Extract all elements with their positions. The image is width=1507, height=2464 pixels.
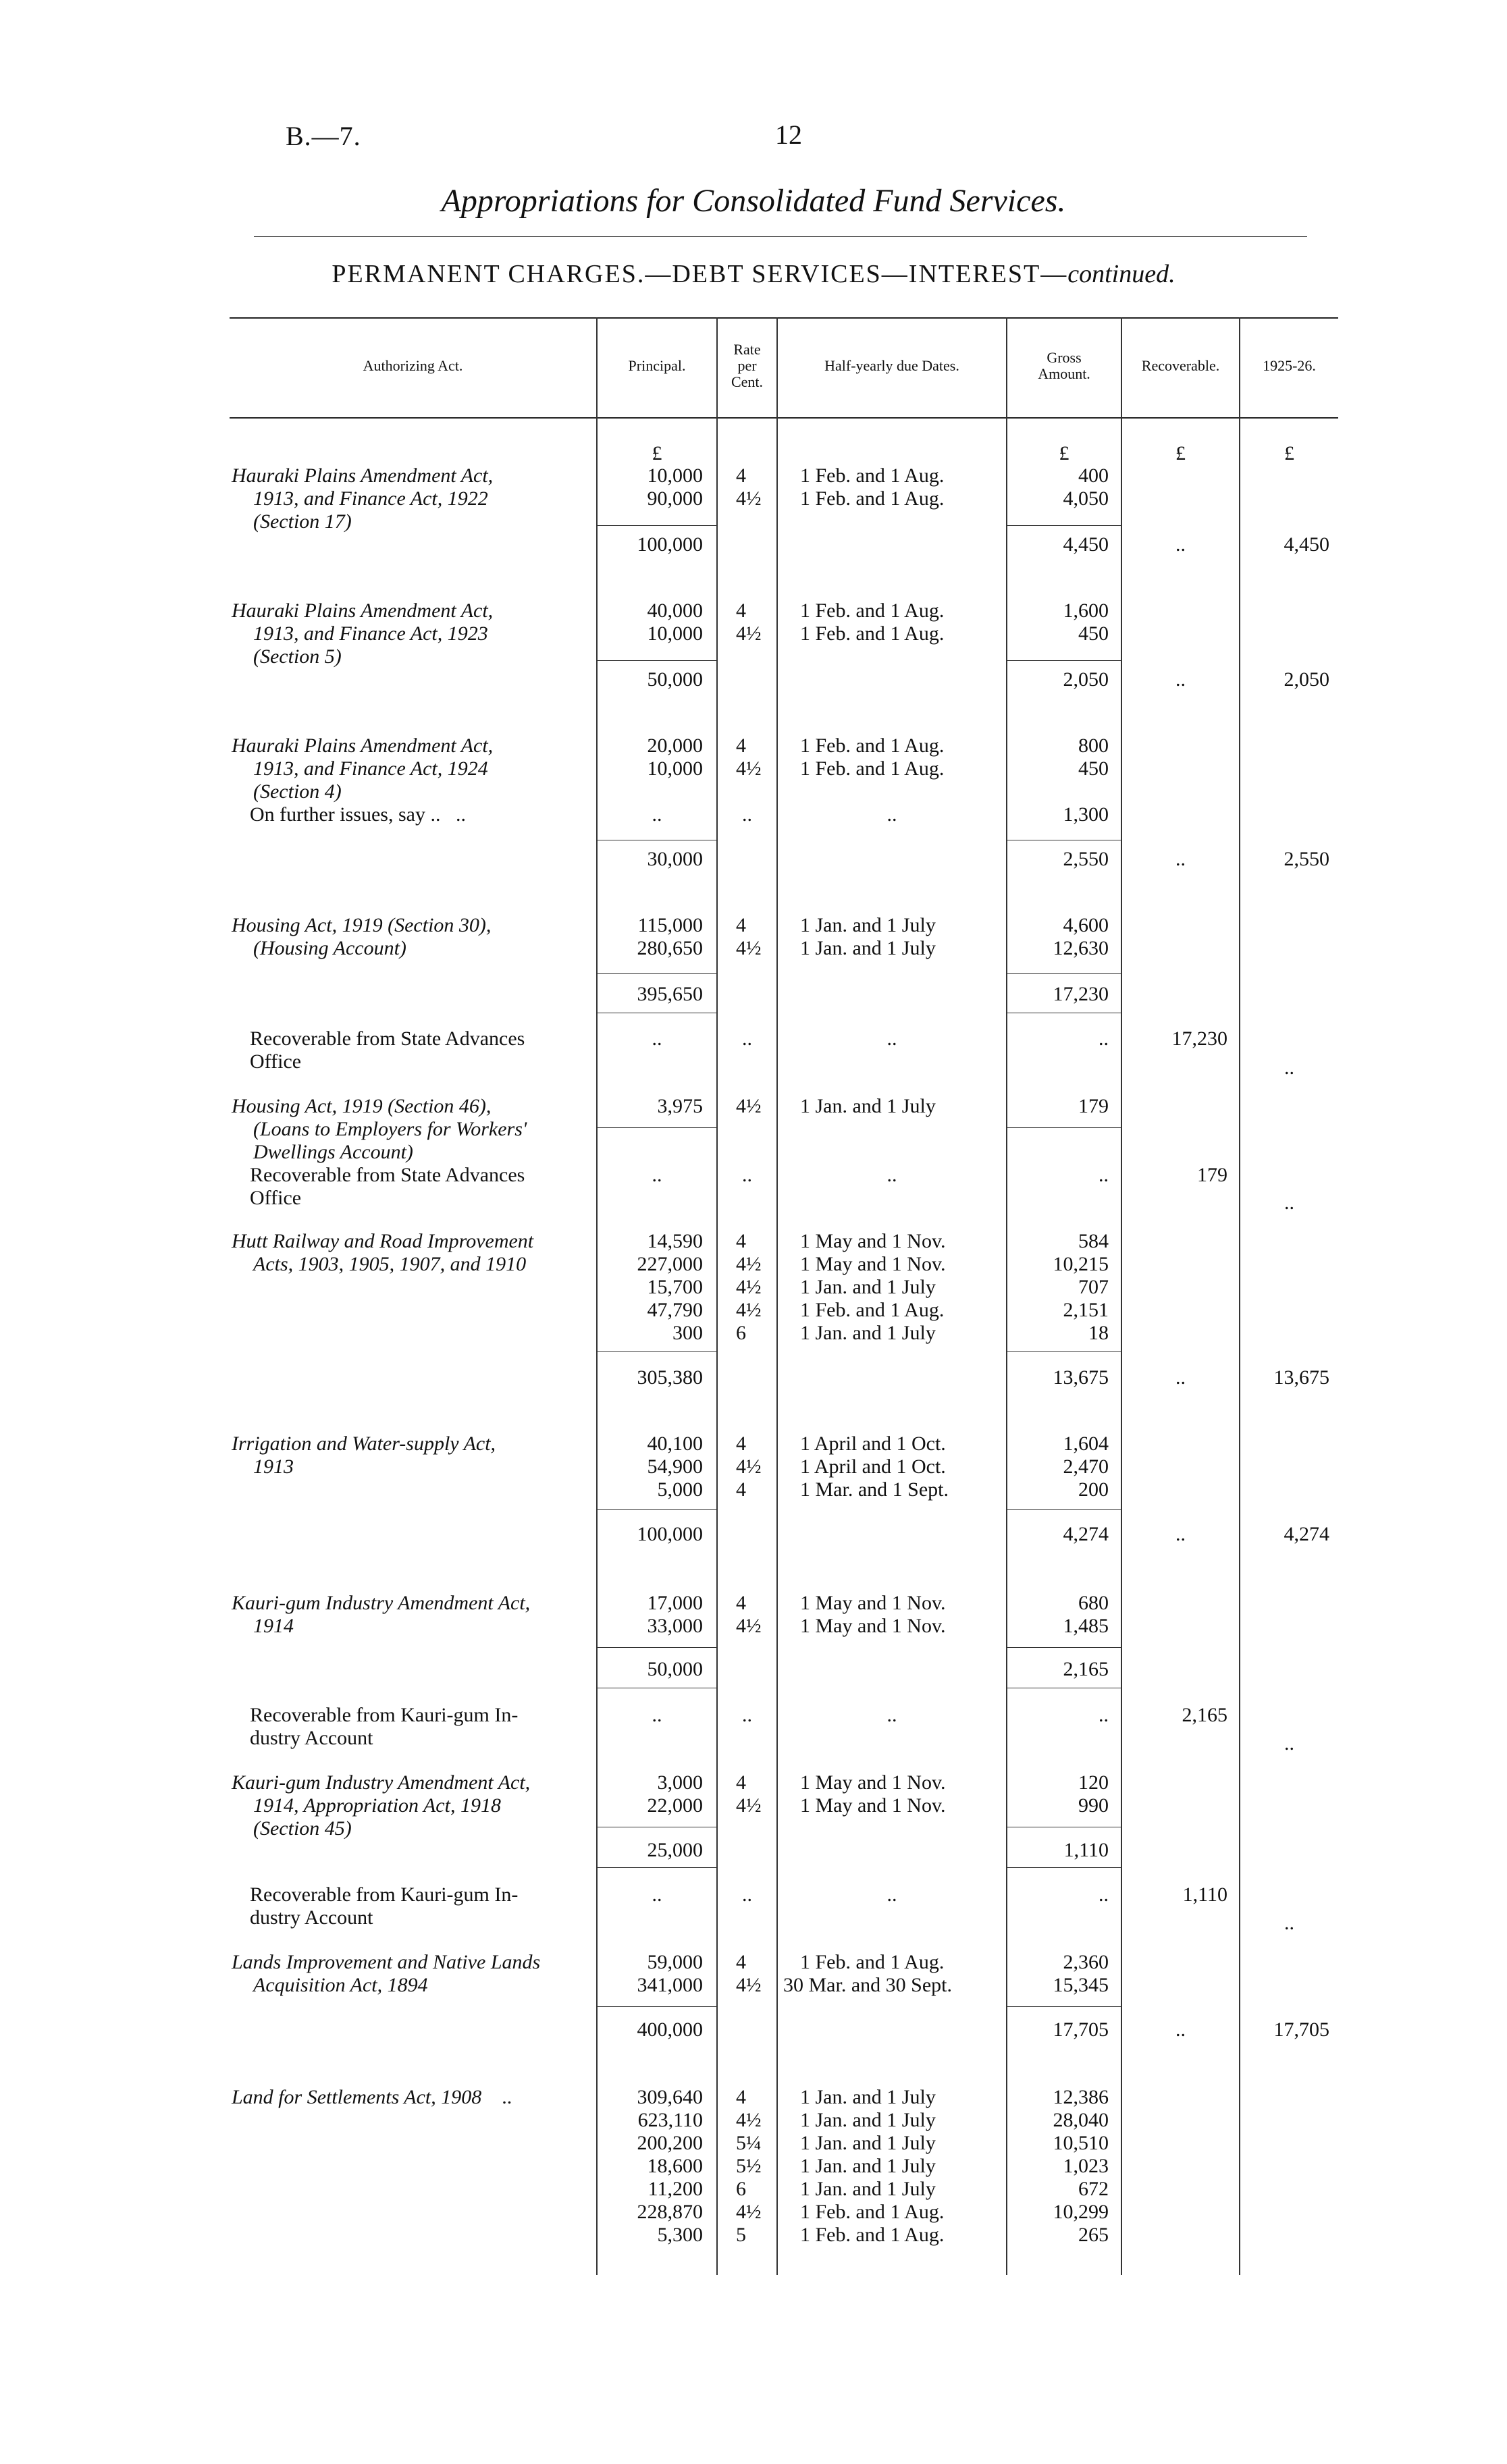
subtotal-rule [1007, 973, 1121, 974]
total-principal: 50,000 [647, 668, 703, 691]
subtitle-main: PERMANENT CHARGES.—DEBT SERVICES—INTEREST— [332, 260, 1068, 288]
total-principal: 305,380 [637, 1366, 703, 1389]
gross-value: 680 [1078, 1592, 1109, 1614]
total-principal: 30,000 [647, 848, 703, 870]
principal-dots: .. [652, 1027, 662, 1050]
dates-dots: .. [887, 1164, 897, 1186]
subtotal-rule [1007, 1867, 1121, 1868]
act-name: 1913, and Finance Act, 1924 [253, 757, 488, 780]
gross-value: 4,050 [1063, 487, 1109, 510]
due-dates: 1 Feb. and 1 Aug. [800, 487, 945, 510]
currency-gross: £ [1059, 442, 1069, 464]
due-dates: 1 Feb. and 1 Aug. [800, 1299, 945, 1321]
gross-value: 1,604 [1063, 1432, 1109, 1455]
act-name-line: Hauraki Plains Amendment Act, [232, 464, 494, 487]
recoverable-dots: .. [1175, 1366, 1186, 1389]
act-name: Hutt Railway and Road Improvement [232, 1230, 534, 1252]
gross-value: 265 [1078, 2224, 1109, 2246]
total-principal: 100,000 [637, 1523, 703, 1545]
principal-value: 59,000 [647, 1951, 703, 1973]
act-name: (Housing Account) [253, 937, 406, 959]
leader-dots: .. [455, 803, 466, 826]
principal-value: 228,870 [637, 2201, 703, 2223]
due-dates: 1 Feb. and 1 Aug. [800, 757, 945, 780]
due-dates: 1 Jan. and 1 July [800, 2132, 936, 2154]
column-divider [1121, 317, 1122, 2275]
principal-value: 5,300 [657, 2224, 703, 2246]
col-header-rate-line: Rate [733, 341, 761, 358]
rate-value: 4½ [736, 1276, 762, 1298]
principal-dots: .. [652, 1704, 662, 1726]
subtotal-rule [598, 1127, 716, 1128]
act-name-row [232, 2086, 512, 2109]
gross-value: 12,630 [1053, 937, 1109, 959]
gross-value: 18 [1088, 1322, 1109, 1344]
net-amount: 4,450 [1284, 533, 1329, 556]
recoverable-value: 2,165 [1182, 1704, 1227, 1726]
further-issues-label [250, 803, 466, 826]
col-header-rate-line: per [737, 357, 757, 374]
subtotal-rule [598, 1647, 716, 1648]
principal-dots: .. [652, 803, 662, 826]
act-name: 1914 [253, 1615, 294, 1637]
principal-value: 10,000 [647, 622, 703, 645]
principal-value: 15,700 [647, 1276, 703, 1298]
rate-value: 6 [736, 2178, 746, 2200]
page-number: 12 [775, 119, 802, 150]
act-name: 1913, and Finance Act, 1923 [253, 622, 488, 645]
gross-value: 120 [1078, 1771, 1109, 1794]
principal-value: 17,000 [647, 1592, 703, 1614]
subtotal-rule [1007, 1351, 1121, 1352]
principal-value: 10,000 [647, 464, 703, 487]
recoverable-label: dustry Account [250, 1906, 373, 1929]
due-dates: 1 Feb. and 1 Aug. [800, 734, 945, 757]
principal-value: 40,100 [647, 1432, 703, 1455]
col-header-rate-line: Cent. [731, 373, 764, 390]
gross-value: 1,600 [1063, 599, 1109, 622]
dates-dots: .. [887, 1883, 897, 1906]
recoverable-value: 179 [1197, 1164, 1227, 1186]
gross-dots: .. [1099, 1883, 1109, 1906]
rate-value: 4 [736, 599, 746, 622]
principal-value: 200,200 [637, 2132, 703, 2154]
gross-value: 200 [1078, 1478, 1109, 1501]
due-dates: 1 May and 1 Nov. [800, 1794, 946, 1817]
recoverable-value: 1,110 [1182, 1883, 1227, 1906]
act-name: Housing Act, 1919 (Section 46), [232, 1095, 492, 1117]
dates-dots: .. [887, 803, 897, 826]
total-principal: 50,000 [647, 1658, 703, 1680]
due-dates: 1 May and 1 Nov. [800, 1615, 946, 1637]
col-header-gross-line: Amount. [1038, 365, 1090, 382]
rate-dots: .. [742, 803, 752, 826]
dates-dots: .. [887, 1704, 897, 1726]
recoverable-dots: .. [1175, 1523, 1186, 1545]
subtotal-rule [1007, 660, 1121, 661]
rate-value: 4½ [736, 1253, 762, 1275]
total-gross: 4,450 [1063, 533, 1109, 556]
rate-value: 4 [736, 1230, 746, 1252]
act-name: Hauraki Plains Amendment Act, [232, 734, 494, 757]
act-name: (Section 4) [253, 780, 342, 803]
currency-principal: £ [652, 442, 662, 464]
total-principal: 395,650 [637, 983, 703, 1005]
act-name: Lands Improvement and Native Lands [232, 1951, 541, 1973]
leader-dots: .. [502, 2086, 512, 2108]
subtotal-rule [598, 1351, 716, 1352]
rate-value: 4½ [736, 1299, 762, 1321]
gross-value: 2,360 [1063, 1951, 1109, 1973]
principal-value: 22,000 [647, 1794, 703, 1817]
act-name: Acts, 1903, 1905, 1907, and 1910 [253, 1253, 527, 1275]
rate-value: 5½ [736, 2155, 762, 2177]
gross-value: 707 [1078, 1276, 1109, 1298]
principal-dots: .. [652, 1883, 662, 1906]
principal-value: 280,650 [637, 937, 703, 959]
subtotal-rule [598, 525, 716, 526]
column-divider [776, 317, 778, 2275]
principal-value: 14,590 [647, 1230, 703, 1252]
recoverable-label: Office [250, 1187, 302, 1209]
recoverable-label: Recoverable from Kauri-gum In- [250, 1883, 519, 1906]
rate-value: 4½ [736, 487, 762, 510]
gross-value: 10,215 [1053, 1253, 1109, 1275]
rate-value: 4½ [736, 1455, 762, 1478]
principal-value: 623,110 [637, 2109, 703, 2131]
due-dates: 1 May and 1 Nov. [800, 1253, 946, 1275]
subtotal-rule [598, 1867, 716, 1868]
gross-dots: .. [1099, 1704, 1109, 1726]
col-header-rate [718, 342, 776, 390]
col-header-gross [1007, 350, 1121, 382]
rate-value: 5 [736, 2224, 746, 2246]
gross-value: 1,023 [1063, 2155, 1109, 2177]
further-issues-text: On further issues, say [250, 803, 425, 826]
net-amount: 4,274 [1284, 1523, 1329, 1545]
gross-value: 990 [1078, 1794, 1109, 1817]
document-reference: B.—7. [286, 121, 361, 151]
net-amount: 2,050 [1284, 668, 1329, 691]
act-name: (Section 17) [253, 510, 352, 533]
net-amount: 2,550 [1284, 848, 1329, 870]
act-name: Land for Settlements Act, 1908 [232, 2086, 482, 2108]
due-dates: 1 Jan. and 1 July [800, 2178, 936, 2200]
section-subtitle [0, 259, 1507, 289]
total-gross: 13,675 [1053, 1366, 1109, 1389]
rate-dots: .. [742, 1164, 752, 1186]
principal-value: 10,000 [647, 757, 703, 780]
rate-value: 4½ [736, 937, 762, 959]
due-dates: 1 Feb. and 1 Aug. [800, 1951, 945, 1973]
due-dates: 1 Jan. and 1 July [800, 1095, 936, 1117]
act-name: (Loans to Employers for Workers' [253, 1118, 527, 1140]
due-dates: 1 Feb. and 1 Aug. [800, 464, 945, 487]
currency-recoverable: £ [1175, 442, 1186, 464]
act-name: 1913, and Finance Act, 1922 [253, 487, 488, 510]
page-title: Appropriations for Consolidated Fund Services. [441, 183, 1066, 219]
table-top-rule [230, 317, 1338, 319]
currency-year: £ [1284, 442, 1294, 464]
due-dates: 1 Feb. and 1 Aug. [800, 2201, 945, 2223]
due-dates: 1 Jan. and 1 July [800, 2086, 936, 2108]
gross-value: 4,600 [1063, 914, 1109, 936]
principal-value: 11,200 [647, 2178, 703, 2200]
act-name: 1914, Appropriation Act, 1918 [253, 1794, 501, 1817]
rate-value: 4 [736, 1432, 746, 1455]
table-header-rule [230, 417, 1338, 419]
recoverable-label: Recoverable from State Advances [250, 1027, 525, 1050]
due-dates: 1 Feb. and 1 Aug. [800, 2224, 945, 2246]
gross-dots: .. [1099, 1164, 1109, 1186]
principal-value: 3,975 [657, 1095, 703, 1117]
total-gross: 17,230 [1053, 983, 1109, 1005]
col-header-dates: Half-yearly due Dates. [824, 357, 959, 374]
principal-value: 115,000 [637, 914, 703, 936]
subtotal-rule [1007, 1509, 1121, 1510]
total-gross: 17,705 [1053, 2018, 1109, 2041]
rate-value: 4 [736, 914, 746, 936]
total-gross: 4,274 [1063, 1523, 1109, 1545]
subtotal-rule [1007, 525, 1121, 526]
rate-value: 6 [736, 1322, 746, 1344]
rate-value: 4 [736, 2086, 746, 2108]
rate-value: 4 [736, 734, 746, 757]
recoverable-label: dustry Account [250, 1727, 373, 1749]
principal-value: 90,000 [647, 487, 703, 510]
due-dates: 1 Feb. and 1 Aug. [800, 622, 945, 645]
title-divider [254, 236, 1307, 237]
principal-value: 54,900 [647, 1455, 703, 1478]
act-name: Hauraki Plains Amendment Act, [232, 599, 494, 622]
total-principal: 400,000 [637, 2018, 703, 2041]
gross-value: 400 [1078, 464, 1109, 487]
recoverable-dots: .. [1175, 533, 1186, 556]
principal-value: 227,000 [637, 1253, 703, 1275]
principal-value: 5,000 [657, 1478, 703, 1501]
net-dots: .. [1284, 1191, 1294, 1214]
due-dates: 1 Jan. and 1 July [800, 937, 936, 959]
gross-value: 10,299 [1053, 2201, 1109, 2223]
rate-value: 4 [736, 464, 746, 487]
subtotal-rule [1007, 1647, 1121, 1648]
gross-value: 1,485 [1063, 1615, 1109, 1637]
subtotal-rule [598, 2006, 716, 2007]
col-header-act: Authorizing Act. [363, 357, 463, 374]
rate-value: 4½ [736, 1615, 762, 1637]
recoverable-label: Office [250, 1050, 302, 1073]
rate-value: 4 [736, 1951, 746, 1973]
column-divider [1239, 317, 1240, 2275]
gross-value: 450 [1078, 757, 1109, 780]
gross-dots: .. [1099, 1027, 1109, 1050]
col-header-year: 1925-26. [1263, 357, 1316, 374]
col-header-gross-line: Gross [1047, 349, 1082, 366]
total-gross: 2,050 [1063, 668, 1109, 691]
rate-value: 4½ [736, 1794, 762, 1817]
total-principal: 25,000 [647, 1839, 703, 1861]
act-name: Acquisition Act, 1894 [253, 1974, 428, 1996]
act-name: 1913 [253, 1455, 294, 1478]
subtotal-rule [1007, 2006, 1121, 2007]
total-principal: 100,000 [637, 533, 703, 556]
rate-value: 4½ [736, 2109, 762, 2131]
gross-value: 2,151 [1063, 1299, 1109, 1321]
act-name: Dwellings Account) [253, 1141, 413, 1163]
act-name: Kauri-gum Industry Amendment Act, [232, 1771, 531, 1794]
rate-value: 4½ [736, 622, 762, 645]
act-name: Housing Act, 1919 (Section 30), [232, 914, 492, 936]
leader-dots: .. [430, 803, 441, 826]
due-dates: 1 Jan. and 1 July [800, 2155, 936, 2177]
rate-value: 4½ [736, 1095, 762, 1117]
subtotal-rule [598, 1509, 716, 1510]
dates-dots: .. [887, 1027, 897, 1050]
net-amount: 17,705 [1273, 2018, 1329, 2041]
due-dates: 1 Jan. and 1 July [800, 2109, 936, 2131]
rate-value: 4 [736, 1478, 746, 1501]
due-dates: 1 April and 1 Oct. [800, 1432, 946, 1455]
recoverable-label: Recoverable from State Advances [250, 1164, 525, 1186]
principal-value: 341,000 [637, 1974, 703, 1996]
gross-value: 584 [1078, 1230, 1109, 1252]
principal-dots: .. [652, 1164, 662, 1186]
due-dates: 1 May and 1 Nov. [800, 1771, 946, 1794]
subtitle-continued: continued. [1067, 260, 1175, 288]
net-dots: .. [1284, 1056, 1294, 1079]
act-name: (Section 5) [253, 645, 342, 668]
col-header-recoverable: Recoverable. [1141, 357, 1220, 374]
recoverable-label: Recoverable from Kauri-gum In- [250, 1704, 519, 1726]
rate-dots: .. [742, 1027, 752, 1050]
gross-value: 800 [1078, 734, 1109, 757]
act-name: Irrigation and Water-supply Act, [232, 1432, 496, 1455]
gross-value: 28,040 [1053, 2109, 1109, 2131]
gross-value: 12,386 [1053, 2086, 1109, 2108]
gross-value: 2,470 [1063, 1455, 1109, 1478]
total-gross: 2,550 [1063, 848, 1109, 870]
net-dots: .. [1284, 1732, 1294, 1755]
col-header-principal: Principal. [628, 357, 686, 374]
rate-value: 4½ [736, 2201, 762, 2223]
due-dates: 1 Jan. and 1 July [800, 914, 936, 936]
recoverable-dots: .. [1175, 848, 1186, 870]
total-gross: 2,165 [1063, 1658, 1109, 1680]
recoverable-value: 17,230 [1171, 1027, 1227, 1050]
gross-value: 1,300 [1063, 803, 1109, 826]
gross-value: 672 [1078, 2178, 1109, 2200]
gross-value: 10,510 [1053, 2132, 1109, 2154]
principal-value: 20,000 [647, 734, 703, 757]
due-dates: 1 May and 1 Nov. [800, 1592, 946, 1614]
rate-value: 4½ [736, 757, 762, 780]
due-dates: 30 Mar. and 30 Sept. [783, 1974, 952, 1996]
rate-value: 4 [736, 1771, 746, 1794]
principal-value: 40,000 [647, 599, 703, 622]
gross-value: 179 [1078, 1095, 1109, 1117]
recoverable-dots: .. [1175, 668, 1186, 691]
principal-value: 300 [672, 1322, 703, 1344]
due-dates: 1 Mar. and 1 Sept. [800, 1478, 949, 1501]
net-dots: .. [1284, 1912, 1294, 1934]
due-dates: 1 Jan. and 1 July [800, 1276, 936, 1298]
due-dates: 1 Jan. and 1 July [800, 1322, 936, 1344]
subtotal-rule [1007, 1127, 1121, 1128]
rate-value: 4½ [736, 1974, 762, 1996]
column-divider [716, 317, 718, 2275]
act-name: (Section 45) [253, 1817, 352, 1840]
rate-dots: .. [742, 1883, 752, 1906]
total-gross: 1,110 [1063, 1839, 1109, 1861]
gross-value: 450 [1078, 622, 1109, 645]
act-name: Kauri-gum Industry Amendment Act, [232, 1592, 531, 1614]
rate-value: 4 [736, 1592, 746, 1614]
due-dates: 1 Feb. and 1 Aug. [800, 599, 945, 622]
act-name [232, 464, 587, 487]
principal-value: 47,790 [647, 1299, 703, 1321]
rate-value: 5¼ [736, 2132, 762, 2154]
recoverable-dots: .. [1175, 2018, 1186, 2041]
principal-value: 33,000 [647, 1615, 703, 1637]
gross-value: 15,345 [1053, 1974, 1109, 1996]
due-dates: 1 May and 1 Nov. [800, 1230, 946, 1252]
net-amount: 13,675 [1273, 1366, 1329, 1389]
rate-dots: .. [742, 1704, 752, 1726]
subtotal-rule [598, 660, 716, 661]
principal-value: 3,000 [657, 1771, 703, 1794]
subtotal-rule [598, 973, 716, 974]
principal-value: 309,640 [637, 2086, 703, 2108]
due-dates: 1 April and 1 Oct. [800, 1455, 946, 1478]
principal-value: 18,600 [647, 2155, 703, 2177]
